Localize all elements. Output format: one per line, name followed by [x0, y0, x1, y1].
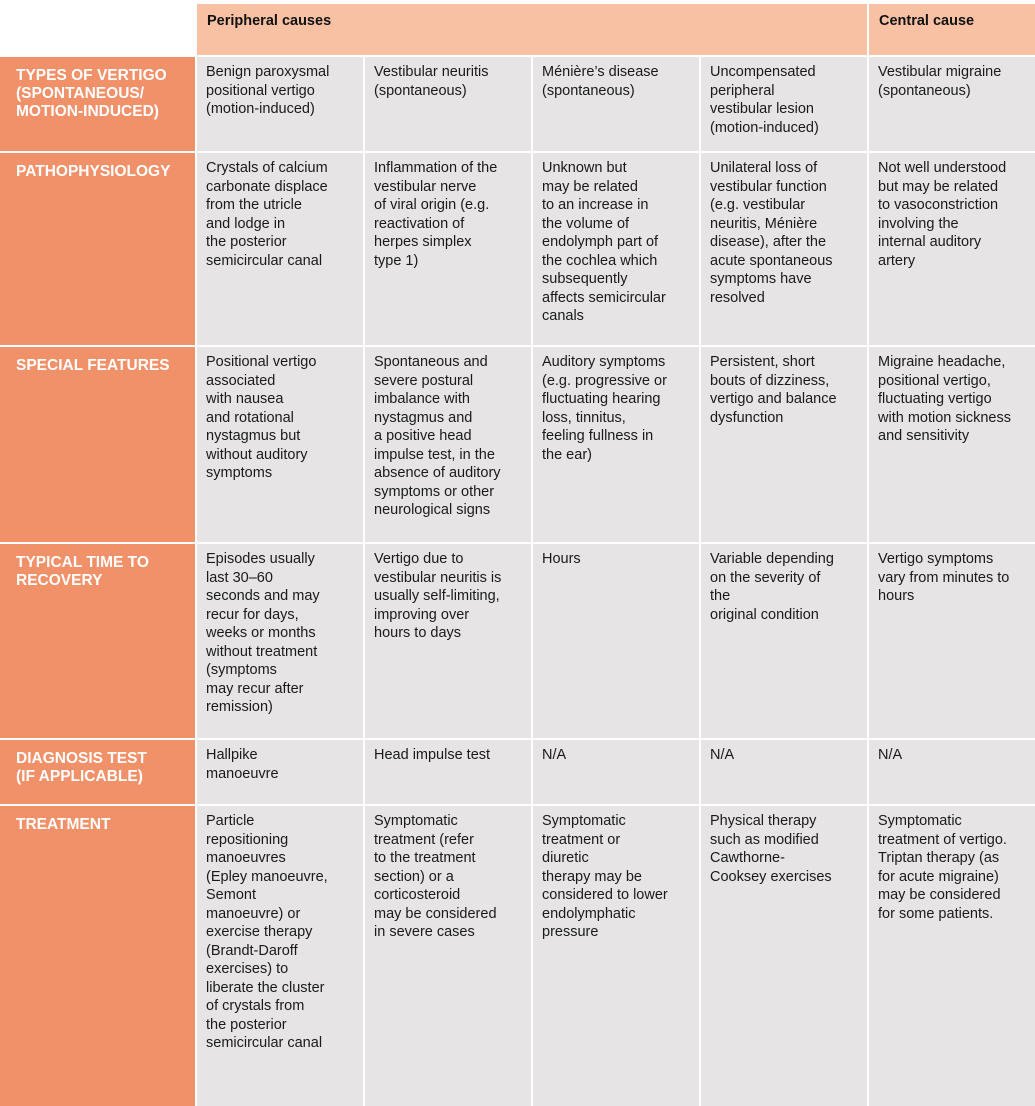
- cell-vestibular-neuritis-row-3: Vertigo due to vestibular neuritis is usually self-limiting, improving over hours to days: [365, 544, 531, 738]
- cell-menieres-disease-row-5: Symptomatic treatment or diuretic therapy may be considered to lower endolymphatic pressure: [533, 806, 699, 1106]
- cell-menieres-disease-row-2: Auditory symptoms (e.g. progressive or fluctuating hearing loss, tinnitus, feeling fullness in the ear): [533, 347, 699, 542]
- cell-bppv-row-5: Particle repositioning manoeuvres (Epley manoeuvre, Semont manoeuvre) or exercise therapy (Brandt-Daroff exercises) to liberate the cluster of crystals from the posterior semicircular canal: [197, 806, 363, 1106]
- cell-vestibular-neuritis-row-4: Head impulse test: [365, 740, 531, 804]
- cell-vestibular-neuritis-row-5: Symptomatic treatment (refer to the treatment section) or a corticosteroid may be considered in severe cases: [365, 806, 531, 1106]
- cell-uncompensated-lesion-row-5: Physical therapy such as modified Cawthorne- Cooksey exercises: [701, 806, 867, 1106]
- corner-cell: [0, 4, 195, 55]
- cell-uncompensated-lesion-row-0: Uncompensated peripheral vestibular lesion (motion-induced): [701, 57, 867, 151]
- cell-bppv-row-0: Benign paroxysmal positional vertigo (motion-induced): [197, 57, 363, 151]
- cell-bppv-row-1: Crystals of calcium carbonate displace from the utricle and lodge in the posterior semicircular canal: [197, 153, 363, 345]
- cell-vestibular-migraine-row-3: Vertigo symptoms vary from minutes to hours: [869, 544, 1035, 738]
- cell-menieres-disease-row-1: Unknown but may be related to an increase in the volume of endolymph part of the cochlea which subsequently affects semicircular canals: [533, 153, 699, 345]
- header-central-cause: Central cause: [869, 4, 1035, 55]
- cell-menieres-disease-row-0: Ménière’s disease (spontaneous): [533, 57, 699, 151]
- cell-vestibular-migraine-row-5: Symptomatic treatment of vertigo. Triptan therapy (as for acute migraine) may be considered for some patients.: [869, 806, 1035, 1106]
- cell-vestibular-migraine-row-0: Vestibular migraine (spontaneous): [869, 57, 1035, 151]
- cell-bppv-row-3: Episodes usually last 30–60 seconds and may recur for days, weeks or months without treatment (symptoms may recur after remission): [197, 544, 363, 738]
- row-header-5: TREATMENT: [0, 806, 195, 1106]
- cell-vestibular-neuritis-row-1: Inflammation of the vestibular nerve of viral origin (e.g. reactivation of herpes simplex type 1): [365, 153, 531, 345]
- cell-vestibular-migraine-row-4: N/A: [869, 740, 1035, 804]
- cell-menieres-disease-row-3: Hours: [533, 544, 699, 738]
- cell-vestibular-migraine-row-1: Not well understood but may be related to vasoconstriction involving the internal auditory artery: [869, 153, 1035, 345]
- cell-bppv-row-2: Positional vertigo associated with nausea and rotational nystagmus but without auditory symptoms: [197, 347, 363, 542]
- cell-bppv-row-4: Hallpike manoeuvre: [197, 740, 363, 804]
- row-header-1: PATHOPHYSIOLOGY: [0, 153, 195, 345]
- cell-vestibular-migraine-row-2: Migraine headache, positional vertigo, fluctuating vertigo with motion sickness and sensitivity: [869, 347, 1035, 542]
- row-header-2: SPECIAL FEATURES: [0, 347, 195, 542]
- cell-uncompensated-lesion-row-1: Unilateral loss of vestibular function (e.g. vestibular neuritis, Ménière disease), after the acute spontaneous symptoms have resolved: [701, 153, 867, 345]
- cell-vestibular-neuritis-row-2: Spontaneous and severe postural imbalance with nystagmus and a positive head impulse test, in the absence of auditory symptoms or other neurological signs: [365, 347, 531, 542]
- row-header-3: TYPICAL TIME TO RECOVERY: [0, 544, 195, 738]
- cell-uncompensated-lesion-row-4: N/A: [701, 740, 867, 804]
- cell-vestibular-neuritis-row-0: Vestibular neuritis (spontaneous): [365, 57, 531, 151]
- header-peripheral-causes: Peripheral causes: [197, 4, 867, 55]
- row-header-0: TYPES OF VERTIGO (SPONTANEOUS/ MOTION-INDUCED): [0, 57, 195, 151]
- row-header-4: DIAGNOSIS TEST (IF APPLICABLE): [0, 740, 195, 804]
- cell-uncompensated-lesion-row-2: Persistent, short bouts of dizziness, vertigo and balance dysfunction: [701, 347, 867, 542]
- cell-uncompensated-lesion-row-3: Variable depending on the severity of the original condition: [701, 544, 867, 738]
- cell-menieres-disease-row-4: N/A: [533, 740, 699, 804]
